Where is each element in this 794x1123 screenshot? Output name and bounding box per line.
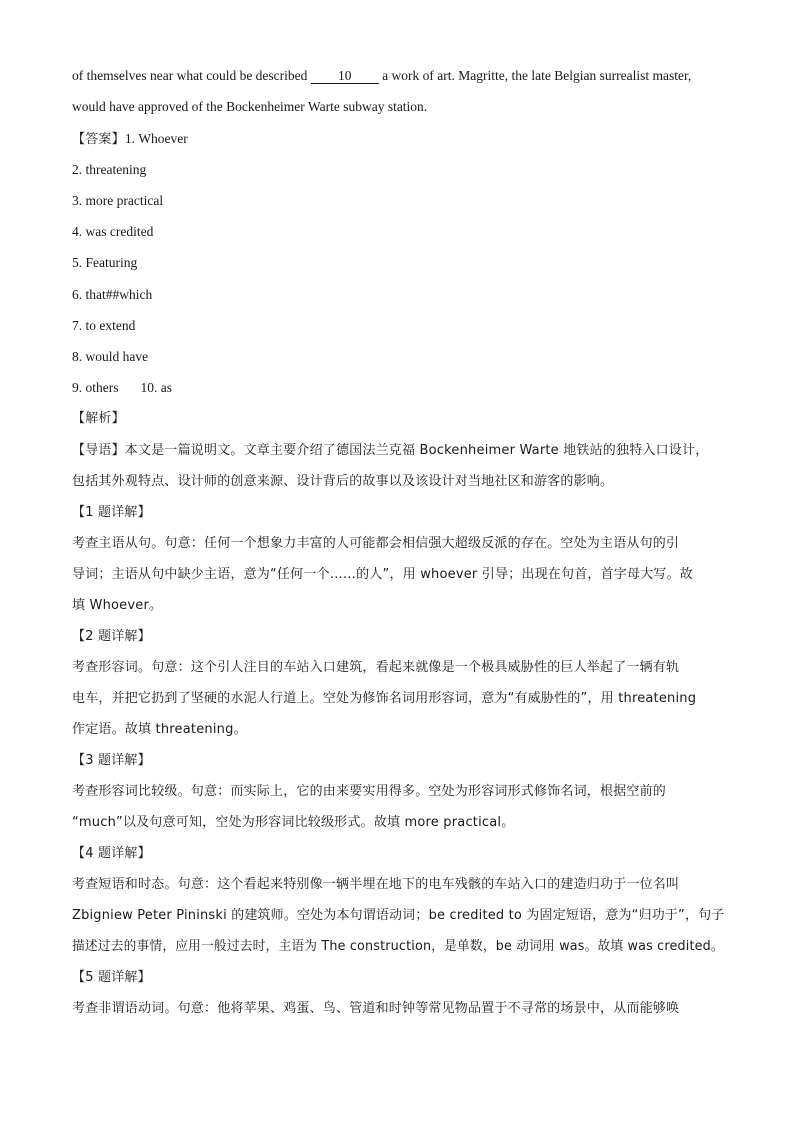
- guide-line-2: 包括其外观特点、设计师的创意来源、设计背后的故事以及该设计对当地社区和游客的影响。: [72, 474, 614, 489]
- detail-line: 电车，并把它扔到了坚硬的水泥人行道上。空处为修饰名词用形容词，意为“有威胁性的”，用 threatening: [72, 691, 697, 706]
- analysis-tag: 【解析】: [72, 411, 125, 426]
- answer-line-9-10: [72, 379, 172, 397]
- answer-item: 8. would have: [72, 349, 149, 364]
- passage-text-after-blank: a work of art. Magritte, the late Belgian surrealist master,: [382, 68, 692, 83]
- detail-line: “much”以及句意可知，空处为形容词比较级形式。故填 more practical。: [72, 815, 515, 830]
- passage-text-before-blank: of themselves near what could be described: [72, 68, 308, 83]
- detail-line: Zbigniew Peter Pininski 的建筑师。空处为本句谓语动词；be credited to 为固定短语，意为“归功于”，句子: [72, 908, 725, 923]
- passage-line-2: would have approved of the Bockenheimer Warte subway station.: [72, 99, 428, 114]
- detail-heading-1: 【1 题详解】: [72, 505, 151, 520]
- answer-item: 2. threatening: [72, 162, 147, 177]
- detail-line: 考查形容词比较级。句意：而实际上，它的由来要实用得多。空处为形容词形式修饰名词，根据空前的: [72, 784, 667, 799]
- detail-line: 考查非谓语动词。句意：他将苹果、鸡蛋、鸟、管道和时钟等常见物品置于不寻常的场景中，从而能够唤: [72, 1001, 680, 1016]
- answer-item: 3. more practical: [72, 193, 164, 208]
- detail-line: 导词；主语从句中缺少主语，意为“任何一个……的人”，用 whoever 引导；出现在句首，首字母大写。故: [72, 567, 693, 582]
- answer-item: 4. was credited: [72, 224, 154, 239]
- answer-line-1: [72, 130, 188, 149]
- answer-item: 6. that##which: [72, 287, 153, 302]
- detail-line: 考查形容词。句意：这个引人注目的车站入口建筑，看起来就像是一个极具威胁性的巨人举起了一辆有轨: [72, 660, 680, 675]
- detail-heading-5: 【5 题详解】: [72, 970, 151, 985]
- answer-tag: 【答案】: [72, 132, 125, 147]
- detail-heading-3: 【3 题详解】: [72, 753, 151, 768]
- blank-10: 10: [311, 69, 379, 84]
- detail-line: 考查短语和时态。句意：这个看起来特别像一辆半埋在地下的电车残骸的车站入口的建造归功于一位名叫: [72, 877, 680, 892]
- detail-line: 考查主语从句。句意：任何一个想象力丰富的人可能都会相信强大超级反派的存在。空处为主语从句的引: [72, 536, 680, 551]
- detail-heading-2: 【2 题详解】: [72, 629, 151, 644]
- answer-item: 7. to extend: [72, 318, 136, 333]
- guide-line-1: 【导语】本文是一篇说明文。文章主要介绍了德国法兰克福 Bockenheimer Warte 地铁站的独特入口设计，: [72, 443, 709, 458]
- detail-line: 填 Whoever。: [72, 598, 163, 613]
- detail-line: 作定语。故填 threatening。: [72, 722, 247, 737]
- passage-line-1: [72, 67, 691, 85]
- answer-item: 9. others: [72, 380, 119, 395]
- answer-item: 10. as: [140, 380, 172, 395]
- answer-item: 5. Featuring: [72, 255, 138, 270]
- answer-item: 1. Whoever: [124, 131, 188, 146]
- detail-line: 描述过去的事情，应用一般过去时，主语为 The construction，是单数，be 动词用 was。故填 was credited。: [72, 939, 724, 954]
- detail-heading-4: 【4 题详解】: [72, 846, 151, 861]
